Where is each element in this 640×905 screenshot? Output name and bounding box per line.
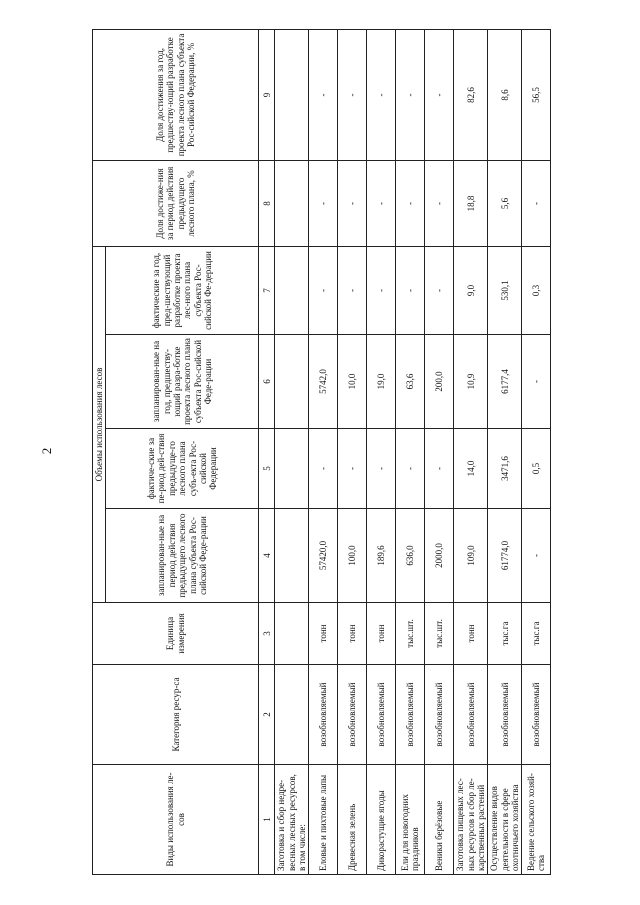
- page-number: 2: [39, 447, 54, 455]
- cell-name: Еловые и пихтовые лапы: [309, 765, 338, 875]
- cell-name: Древесная зелень: [338, 765, 367, 875]
- cell-share-year: 56,5: [522, 29, 551, 160]
- column-number: 4: [259, 509, 275, 603]
- cell-share-period: 18,8: [454, 160, 488, 246]
- cell-actual-period: 0,5: [522, 429, 551, 509]
- cell-name: Ели для новогодних праздников: [396, 765, 425, 875]
- cell-actual-period: -: [338, 429, 367, 509]
- cell-planned-year: 10,9: [454, 335, 488, 429]
- table-row: [425, 29, 454, 874]
- cell-planned-year: 5742,0: [309, 335, 338, 429]
- cell-planned-period: -: [522, 509, 551, 603]
- cell-share-period: -: [425, 160, 454, 246]
- table-row: [454, 29, 488, 874]
- column-number-row: [259, 29, 275, 874]
- cell-actual-year: 530,1: [488, 246, 522, 334]
- cell-actual-year: 9,0: [454, 246, 488, 334]
- cell-category: возобновляемый: [309, 665, 338, 765]
- cell-planned-period: 2000,0: [425, 509, 454, 603]
- cell-share-year: [275, 29, 309, 160]
- header-row-main: [93, 29, 106, 874]
- column-number: 7: [259, 246, 275, 334]
- cell-category: возобновляемый: [396, 665, 425, 765]
- cell-category: возобновляемый: [338, 665, 367, 765]
- cell-share-year: -: [396, 29, 425, 160]
- cell-actual-year: [275, 246, 309, 334]
- cell-unit: [275, 603, 309, 665]
- header-volumes-group: Объемы использования лесов: [93, 246, 106, 602]
- cell-planned-year: 6177,4: [488, 335, 522, 429]
- header-kind: Виды использования ле-сов: [93, 765, 259, 875]
- header-unit: Единица измерения: [93, 603, 259, 665]
- cell-actual-year: -: [425, 246, 454, 334]
- cell-share-period: -: [522, 160, 551, 246]
- cell-unit: тыс.шт.: [425, 603, 454, 665]
- forest-use-table-container: [92, 30, 548, 875]
- cell-unit: тыс.шт.: [396, 603, 425, 665]
- table-row: [338, 29, 367, 874]
- cell-actual-year: -: [396, 246, 425, 334]
- cell-share-year: -: [425, 29, 454, 160]
- cell-share-year: -: [309, 29, 338, 160]
- cell-planned-year: 10,0: [338, 335, 367, 429]
- column-number: 9: [259, 29, 275, 160]
- cell-category: возобновляемый: [488, 665, 522, 765]
- cell-planned-year: 63,6: [396, 335, 425, 429]
- cell-unit: тонн: [309, 603, 338, 665]
- table-row: [522, 29, 551, 874]
- cell-actual-period: -: [425, 429, 454, 509]
- cell-share-period: -: [309, 160, 338, 246]
- cell-category: возобновляемый: [522, 665, 551, 765]
- cell-name: Заготовка и сбор недре-весных лесных ресурсов, в том числе:: [275, 765, 309, 875]
- cell-planned-year: -: [522, 335, 551, 429]
- table-row: [367, 29, 396, 874]
- header-share-year: Доля достижения за год, предшеству-ющий разработке проекта лесного плана субъекта Рос-сийской Федерации, %: [93, 29, 259, 160]
- cell-actual-period: -: [367, 429, 396, 509]
- cell-share-period: -: [367, 160, 396, 246]
- cell-planned-year: 200,0: [425, 335, 454, 429]
- cell-actual-period: 14,0: [454, 429, 488, 509]
- cell-share-period: -: [338, 160, 367, 246]
- cell-actual-year: 0,3: [522, 246, 551, 334]
- cell-share-year: 8,6: [488, 29, 522, 160]
- cell-category: возобновляемый: [425, 665, 454, 765]
- cell-unit: тонн: [454, 603, 488, 665]
- cell-share-year: -: [367, 29, 396, 160]
- cell-unit: тыс.га: [488, 603, 522, 665]
- table-body: [275, 29, 551, 874]
- cell-share-year: 82,6: [454, 29, 488, 160]
- cell-planned-period: 109,0: [454, 509, 488, 603]
- cell-category: [275, 665, 309, 765]
- cell-actual-year: -: [367, 246, 396, 334]
- forest-use-table: [92, 29, 551, 875]
- cell-unit: тонн: [338, 603, 367, 665]
- header-actual-year: фактические за год, пред-шествующий разработке проекта лес-ного плана субъекта Рос-сийской Фе-дерации: [106, 246, 259, 334]
- cell-actual-period: -: [309, 429, 338, 509]
- cell-actual-period: 3471,6: [488, 429, 522, 509]
- cell-planned-period: 61774,0: [488, 509, 522, 603]
- cell-planned-period: 57420,0: [309, 509, 338, 603]
- header-share-period: Доля достиже-ния за период действия предыдущего лесного плана, %: [93, 160, 259, 246]
- cell-actual-year: -: [338, 246, 367, 334]
- column-number: 6: [259, 335, 275, 429]
- header-category: Категория ресур-са: [93, 665, 259, 765]
- cell-name: Ведение сельского хозяй-ства: [522, 765, 551, 875]
- cell-planned-year: 19,0: [367, 335, 396, 429]
- cell-name: Осуществление видов деятельности в сфере охотничьего хозяйства: [488, 765, 522, 875]
- cell-name: Дикорастущие ягоды: [367, 765, 396, 875]
- column-number: 1: [259, 765, 275, 875]
- column-number: 3: [259, 603, 275, 665]
- cell-planned-period: 189,6: [367, 509, 396, 603]
- cell-actual-year: -: [309, 246, 338, 334]
- cell-planned-period: 636,0: [396, 509, 425, 603]
- header-planned-period: запланирован-ные на период действия предыдущего лесного плана субъекта Рос-сийской Феде-рации: [106, 509, 259, 603]
- column-number: 5: [259, 429, 275, 509]
- cell-share-year: -: [338, 29, 367, 160]
- cell-planned-year: [275, 335, 309, 429]
- cell-planned-period: [275, 509, 309, 603]
- cell-share-period: 5,6: [488, 160, 522, 246]
- table-row: [396, 29, 425, 874]
- table-row: [488, 29, 522, 874]
- table-row: [275, 29, 309, 874]
- cell-name: Заготовка пищевых лес-ных ресурсов и сбор ле-карственных растений: [454, 765, 488, 875]
- cell-category: возобновляемый: [454, 665, 488, 765]
- table-row: [309, 29, 338, 874]
- cell-planned-period: 100,0: [338, 509, 367, 603]
- cell-share-period: [275, 160, 309, 246]
- column-number: 8: [259, 160, 275, 246]
- cell-unit: тыс.га: [522, 603, 551, 665]
- header-actual-period: фактиче-ские за пе-риод дей-ствия предыдуще-го лесного плана субъ-екта Рос-сийской Федерации: [106, 429, 259, 509]
- header-planned-year: запланирован-ные на год, предшеству-ющий разра-ботке проекта лесного плана субъекта Рос-сийской Феде-рации: [106, 335, 259, 429]
- cell-name: Веники берёзовые: [425, 765, 454, 875]
- cell-share-period: -: [396, 160, 425, 246]
- cell-category: возобновляемый: [367, 665, 396, 765]
- cell-unit: тонн: [367, 603, 396, 665]
- cell-actual-period: -: [396, 429, 425, 509]
- column-number: 2: [259, 665, 275, 765]
- cell-actual-period: [275, 429, 309, 509]
